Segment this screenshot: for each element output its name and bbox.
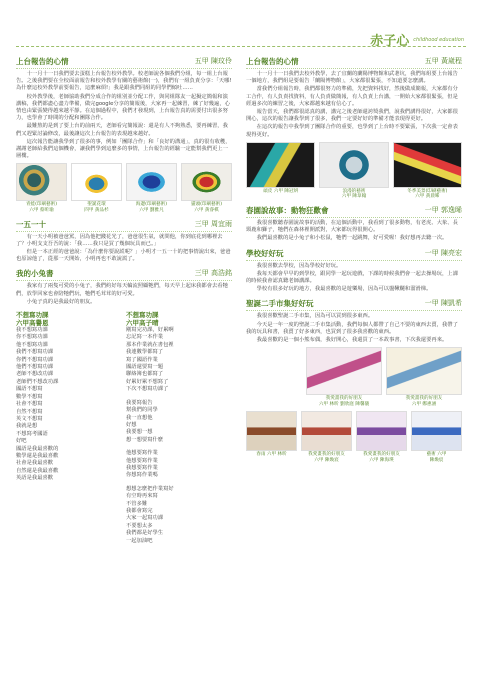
article-author: 一甲 陳亮宏	[424, 248, 462, 257]
artwork	[181, 163, 232, 213]
poem-line: 社會不想寫	[16, 401, 43, 408]
article-author: 一甲 郭逸晞	[424, 206, 462, 215]
artwork-image	[356, 411, 407, 451]
article-paragraph: 有一天小明被爸爸罵，因為他把錢花光了，爸爸很生氣，就問他，你到底花到哪裡去了？小明支支吾吾的說：「我……我只是買了幾個玩具而已。」	[16, 233, 223, 247]
artwork-caption: 聖誕花環 四甲 黃品杉	[84, 202, 109, 214]
poem-line: 自然還是我最喜歡	[16, 467, 59, 474]
poem-line: 你想寫作業嗎	[126, 472, 158, 479]
article-title: 上台報告的心情	[16, 57, 69, 66]
poem-line: 不要想太多	[126, 522, 153, 529]
artwork-caption: 我愛畫我的好朋友 六甲 陳煥宸	[308, 452, 345, 464]
article-title: 我的小兔書	[16, 269, 54, 279]
article-title: 春園說故事：動物狂歡會	[246, 206, 329, 216]
brand-title: 赤子心	[370, 34, 410, 49]
article-title: 聖誕二手市集好好玩	[246, 299, 314, 309]
left-column	[16, 56, 232, 545]
artwork-gallery	[246, 142, 462, 200]
poem-line: 忘記寫一本作業	[126, 334, 164, 341]
right-column	[246, 56, 462, 469]
poem-line: 他想要寫作業	[126, 457, 158, 464]
article-author: 五甲 黃崴程	[424, 57, 462, 65]
poem-line: 他不想寫功課	[16, 341, 48, 348]
poem-author: 六甲高譽恩	[16, 319, 49, 328]
article-author: 一甲 陳凱希	[424, 299, 462, 308]
artwork-image	[411, 411, 462, 451]
article-author: 三甲 周宜雨	[194, 219, 232, 228]
artwork	[306, 347, 382, 407]
poem-line: 他們不想寫功課	[16, 364, 54, 371]
poem-line: 那本作業就在書包裡	[126, 341, 174, 348]
article-paragraph: 我家有了兩隻可愛的小兔子，我們約好每天輪流照顧牠們，每天早上起床我都會去看牠們，放學回家也會陪牠們玩，牠們毛茸茸的好可愛。	[16, 283, 228, 297]
article-paragraph: 最難熬的是到了要上台的前兩天，老師看完簡報說：還是有人不夠熟悉，要再練習，我們又趕緊討論修改，最後讓這次上台報告的表現越來越好。	[16, 123, 228, 137]
poem-homework-1	[16, 311, 122, 545]
poem-line: 老師不想改功課	[16, 371, 54, 378]
artwork-caption: 青蛙(印刷藝術) 六甲 蔡昕瑜	[25, 202, 58, 214]
artwork	[319, 142, 388, 200]
article-paragraph: 我們最喜歡的是小兔子和小松鼠，牠們一起跳舞，好可愛喔！我好想再去聽一次。	[256, 235, 448, 242]
poem-line: 英文不想寫	[16, 415, 43, 422]
artwork-image	[301, 411, 352, 451]
artwork-caption: 藝術 六甲 陳煥宸	[426, 452, 447, 464]
article-title: 學校好好玩	[246, 248, 284, 258]
artwork-image	[71, 163, 122, 201]
artwork-gallery	[16, 163, 232, 213]
artwork-caption: 我愛畫我的好朋友 六甲 林昕 劉欣庭 陳馨儀	[318, 396, 370, 407]
poem-line: 好吧	[16, 438, 27, 445]
poem-line: 英語是我最喜歡	[16, 475, 54, 482]
poem-line: 大家一起寫功課	[126, 515, 164, 522]
poem-line: 老師們不想改功課	[16, 378, 59, 385]
poem-line: 國語是我最喜歡的	[16, 445, 59, 452]
poem-author: 六甲高子晴	[126, 319, 159, 328]
article-school-fun	[246, 248, 462, 294]
artwork-image	[246, 411, 297, 451]
article-paragraph: 校外教學後，老師協助我們分成合作的組別並分配工作，與同組隊友一起擬定簡報和演講稿，我們都盡心盡力準備，做完google分享的簡報後，大家再一起練習，練了好幾遍，心情也由緊張變得越來越平靜。在這個過程中，我們才發現到，上台報告真的需要付出很多努力，也學會了時間的分配和團隊合作。	[16, 93, 230, 122]
poem-homework-2	[126, 311, 232, 545]
poem-title: 不想寫功課	[16, 311, 49, 320]
article-author: 三甲 高浩銘	[194, 269, 232, 278]
article-paragraph: 學校有很多好玩的地方，我最喜歡的是遊樂場，因為可以盪鞦韆和溜滑梯。	[256, 286, 432, 293]
artwork-caption: 冬季美景(印刷藝術) 六甲 黃晨晞	[407, 188, 448, 200]
poem-line: 社會是我最喜歡	[16, 460, 54, 467]
poem-line: 我一直想他	[126, 414, 153, 421]
poem-line: 寫了國語作業	[126, 356, 158, 363]
poem-line: 不想寫考國語	[16, 430, 48, 437]
poem-line: 我們不想寫功課	[16, 349, 54, 356]
article-title: 一五一十	[16, 219, 46, 229]
poem-pair	[16, 311, 232, 545]
artwork-caption: 頑皮 六甲 陳冠妍	[263, 188, 299, 194]
poem-line: 他想要寫作業	[126, 450, 158, 457]
article-idiom	[16, 219, 232, 264]
article-paragraph: 報告當天，我們都很認真的講，講完之後老師還誇獎我們，說我們講得很好，大家都很開心，這次的報告讓我學到了很多，我們一定要好好的準備才能表現得更好。	[246, 109, 458, 123]
poem-line: 想一想要寫什麼	[126, 436, 164, 443]
artwork	[411, 411, 462, 463]
artwork-gallery-top	[246, 347, 462, 407]
article-paragraph: 十一月十一日我們去校外教學，去了宜蘭的蘭陽博物館和武荖坑，我們每組要上台報告一個地方，我們組是要報告「蘭陽博物館」，大家都很緊張，不知道要怎麼講。	[246, 71, 458, 85]
poem-line: 剛寫完功課，好累啊	[126, 327, 174, 334]
article-paragraph: 當我們分組報告時，我們都很努力的準備，先把資料找好，然後做成簡報，大家都有分工合作，有人負責找資料，有人負責做簡報，有人負責上台講，一開始大家都很緊張，但是經過多次的練習之後，大家都越來越有信心了。	[246, 86, 458, 107]
artwork-image	[386, 347, 462, 395]
poem-line: 國語還要寫一題	[126, 364, 164, 371]
article-paragraph: 我很喜歡聽春園說故事的活動，在這個活動中，我看到了很多動物，有老虎、大象、長頸鹿和獅子，牠們在森林裡開派對，大家都玩得很開心。	[246, 220, 458, 234]
artwork-caption: 貓頭(印刷藝術) 六甲 黃睿棋	[190, 202, 223, 214]
article-paragraph: 我每天都會早早的到學校，跟同學一起玩遊戲，下課的時候我們會一起去操場玩，上課的時候我會認真聽老師講課。	[246, 270, 458, 285]
poem-line: 自然不想寫	[16, 408, 43, 415]
poem-line: 不管多難	[126, 500, 148, 507]
artwork	[71, 163, 122, 213]
artwork-image	[393, 142, 462, 188]
article-paragraph: 今天是一年一度的聖誕二手市集活動，我們每個人都帶了自己不要的東西去賣，我帶了我的玩具和書，我賣了好多東西，也買到了很多我喜歡的東西。	[246, 321, 458, 335]
artwork	[246, 142, 315, 200]
artwork-gallery-bottom	[246, 411, 462, 463]
artwork	[393, 142, 462, 200]
article-paragraph: 小兔子真的是我最好的朋友。	[26, 298, 96, 305]
poem-line: 我不想寫功課	[16, 327, 48, 334]
artwork-image	[16, 163, 67, 201]
poem-line: 你們不想寫功課	[16, 356, 54, 363]
artwork-caption: 浪漫的藝術 六甲 陳韋翰	[341, 188, 367, 200]
poem-line: 我要想一想	[126, 429, 153, 436]
poem-line: 數學不想寫	[16, 393, 43, 400]
artwork-image	[181, 163, 232, 201]
artwork-image	[319, 142, 388, 188]
poem-line: 我要寫報告	[126, 399, 153, 406]
poem-line: 下次不想寫功課了	[126, 386, 169, 393]
article-paragraph: 但是一本正經的爸爸說：「為什麼你要說謊呢？」小明才一五一十的把事情說出來，爸爸也原諒他了，從那一天開始，小明再也不敢說謊了。	[16, 249, 231, 263]
top-divider	[16, 46, 466, 47]
article-title: 上台報告的心情	[246, 57, 299, 66]
poem-line: 好想	[126, 421, 137, 428]
artwork	[246, 411, 297, 463]
article-animal-party	[246, 205, 462, 243]
artwork-image	[246, 142, 315, 188]
article-christmas-market	[246, 298, 462, 463]
poem-line: 我連數學都寫了	[126, 349, 164, 356]
poem-line: 我就是想	[16, 423, 38, 430]
artwork-image	[306, 347, 382, 395]
poem-line: 我想要寫作業	[126, 464, 158, 471]
poem-line: 我們都是好學生	[126, 530, 164, 537]
article-paragraph: 我最喜歡的是一個小熊布偶，我好開心，我還買了一本故事書，下次我還要再來。	[256, 337, 448, 344]
artwork-caption: 春雨 六甲 林昕	[256, 452, 287, 458]
artwork	[386, 347, 462, 407]
artwork	[16, 163, 67, 213]
article-author: 五甲 陳玟伶	[194, 57, 232, 65]
article-report-feelings-right	[246, 56, 462, 200]
artwork-caption: 我愛畫我的好朋友 六甲 鄭惠涵	[405, 396, 443, 407]
poem-line: 國語不想寫	[16, 386, 43, 393]
article-rabbit	[16, 268, 232, 306]
poem-line: 好累好累不想寫了	[126, 378, 169, 385]
artwork-caption: 海邊(印刷藝術) 六甲 劉雅凡	[135, 202, 168, 214]
poem-line: 你不想寫功課	[16, 334, 48, 341]
article-paragraph: 我很喜歡聖誕二手市集，因為可以買到很多東西。	[256, 313, 374, 320]
artwork	[301, 411, 352, 463]
poem-line: 聯絡簿也都寫了	[126, 371, 164, 378]
article-paragraph: 十一月十一日我們要去蛋糕上台報告校外教學。校老師說各個我們分組，每一組上台報告。之後我們要在全校面前報告和校外教學有關的藝術館(一)，我們有一組負責分享：「天哪!為什麼這校外教學前要報告，這麼麻煩!」我是跟我們同組的同學們傾吐……	[16, 71, 232, 92]
brand-subtitle: childhood education	[413, 36, 464, 43]
artwork-caption: 我愛畫我的好朋友 六甲 陳海瑛	[363, 452, 400, 464]
article-report-feelings-left	[16, 56, 232, 214]
poem-line: 我都會寫完	[126, 507, 153, 514]
article-paragraph: 在這次的報告中我學到了團隊合作的重要，也學到了上台時不要緊張，下次我一定會表現得更好。	[246, 124, 458, 138]
poem-line: 想想怎麼把作業寫好	[126, 485, 174, 492]
poem-line: 幫我們的同學	[126, 407, 158, 414]
poem-line: 一起加油吧	[126, 537, 153, 544]
poem-line: 有空時再來寫	[126, 493, 158, 500]
artwork	[126, 163, 177, 213]
article-paragraph: 這次報告能讓我學到了很多的事，例如「團隊合作」和「良好的溝通」，真的很有收穫，謝謝老師給我們這個機會，讓我們學到這麼多的事情，上台報告的經驗一定能幫我們更上一層樓。	[16, 138, 231, 160]
poem-title: 不想寫功課	[126, 311, 159, 320]
poem-line: 數學還是我最喜歡	[16, 452, 59, 459]
artwork-image	[126, 163, 177, 201]
article-paragraph: 我很喜歡去學校，因為學校好好玩。	[256, 262, 342, 269]
artwork	[356, 411, 407, 463]
